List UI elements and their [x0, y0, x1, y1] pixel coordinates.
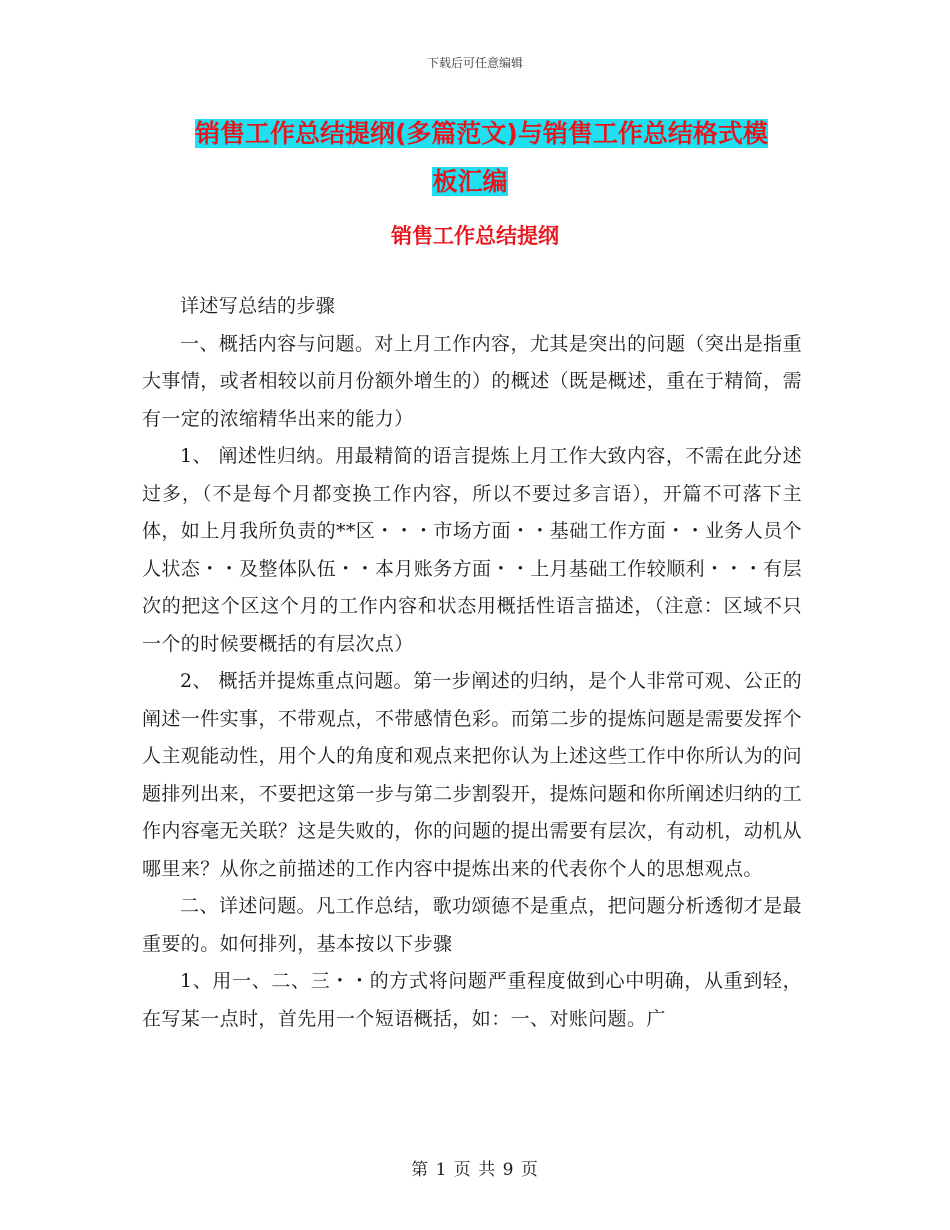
- paragraph: 二、详述问题。凡工作总结，歌功颂德不是重点，把问题分析透彻才是最重要的。如何排列，基本按以下步骤: [142, 895, 802, 955]
- document-title: [195, 110, 805, 206]
- paragraph: 一、概括内容与问题。对上月工作内容，尤其是突出的问题（突出是指重大事情，或者相较以前月份额外增生的）的概述（既是概述，重在于精简，需有一定的浓缩精华出来的能力）: [142, 332, 802, 430]
- paragraph: 1、 阐述性归纳。用最精简的语言提炼上月工作大致内容，不需在此分述过多，（不是每个月都变换工作内容，所以不要过多言语），开篇不可落下主体，如上月我所负责的**区・・・市场方面・・基础工作方面・・业务人员个人状态・・及整体队伍・・本月账务方面・・上月基础工作较顺利・・・有层次的把这个区这个月的工作内容和状态用概括性语言描述，（注意：区域不只一个的时候要概括的有层次点）: [142, 445, 803, 655]
- page-footer: 第 1 页 共 9 页: [411, 1160, 539, 1180]
- document-title-line2: 板汇编: [432, 167, 508, 196]
- paragraph: 1、用一、二、三・・的方式将问题严重程度做到心中明确，从重到轻，在写某一点时，首先用一个短语概括，如：一、对账问题。广: [142, 970, 802, 1030]
- paragraph: 详述写总结的步骤: [180, 295, 336, 317]
- body-text: [142, 288, 802, 1038]
- paragraph: 2、 概括并提炼重点问题。第一步阐述的归纳，是个人非常可观、公正的阐述一件实事，不带观点，不带感情色彩。而第二步的提炼问题是需要发挥个人主观能动性，用个人的角度和观点来把你认为上述这些工作中你所认为的问题排列出来，不要把这第一步与第二步割裂开，提炼问题和你所阐述归纳的工作内容毫无关联？这是失败的，你的问题的提出需要有层次，有动机，动机从哪里来？从你之前描述的工作内容中提炼出来的代表你个人的思想观点。: [142, 670, 802, 880]
- section-title: 销售工作总结提纲: [391, 224, 559, 248]
- header-note: 下载后可任意编辑: [426, 56, 523, 70]
- document-title-line1: 销售工作总结提纲(多篇范文)与销售工作总结格式模: [195, 119, 768, 148]
